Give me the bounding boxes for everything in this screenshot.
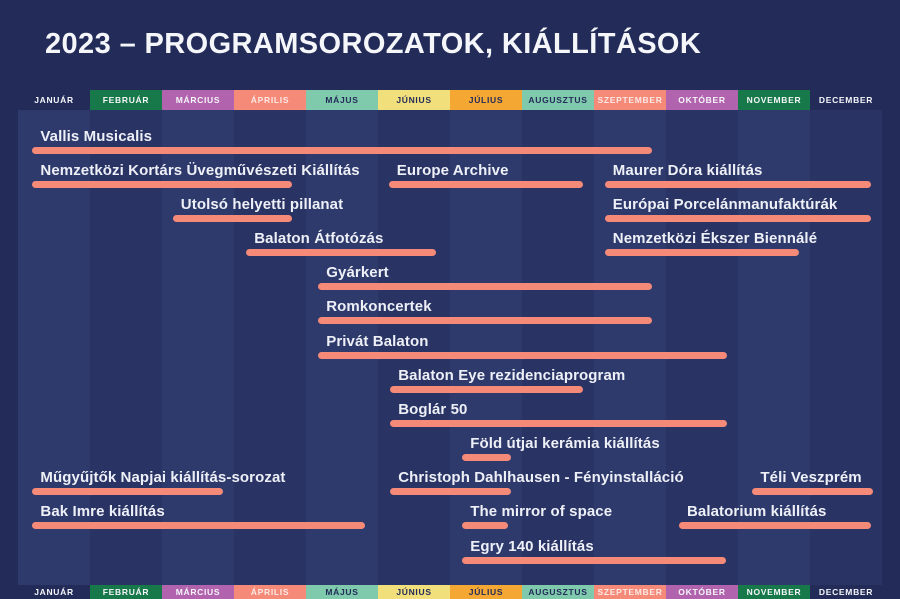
event-bar-vallis-musicalis <box>32 147 651 154</box>
event-bar-balaton-atfotozas <box>246 249 435 256</box>
event-bar-balatorium-kiallitas <box>679 522 871 529</box>
month-cell-december: DECEMBER <box>818 95 874 105</box>
event-label-europai-porcelanmanufakturak: Európai Porcelánmanufaktúrák <box>612 195 838 213</box>
event-label-mugyujtok-napjai-kiallitas-sorozat: Műgyűjtők Napjai kiállítás-sorozat <box>40 469 286 487</box>
month-cell-februar: FEBRUÁR <box>90 90 162 110</box>
event-bar-europe-archive <box>389 181 583 188</box>
month-cell-marcius: MÁRCIUS <box>162 585 234 599</box>
event-bar-romkoncertek <box>318 317 651 324</box>
page-title: 2023 – PROGRAMSOROZATOK, KIÁLLÍTÁSOK <box>45 28 702 60</box>
event-bar-egry-140-kiallitas <box>462 557 726 564</box>
event-bar-privat-balaton <box>318 352 727 359</box>
event-label-egry-140-kiallitas: Egry 140 kiállítás <box>470 537 594 555</box>
event-label-boglar-50: Boglár 50 <box>398 400 468 418</box>
month-cell-szeptember: SZEPTEMBER <box>594 585 666 599</box>
event-bar-utolso-helyetti-pillanat <box>173 215 292 222</box>
gantt-chart <box>0 110 900 585</box>
event-label-gyarkert: Gyárkert <box>326 264 389 282</box>
month-cell-junius: JÚNIUS <box>378 90 450 110</box>
month-cell-majus: MÁJUS <box>306 90 378 110</box>
month-axis-bottom <box>0 585 900 599</box>
month-cell-aprilis: ÁPRILIS <box>234 90 306 110</box>
event-bar-bak-imre-kiallitas <box>32 522 365 529</box>
event-label-teli-veszprem: Téli Veszprém <box>760 469 862 487</box>
month-cell-januar: JANUÁR <box>34 587 74 597</box>
month-cell-majus: MÁJUS <box>306 585 378 599</box>
month-cell-november: NOVEMBER <box>738 585 810 599</box>
event-bar-balaton-eye-rezidenciaprogram <box>390 386 583 393</box>
event-label-fold-utjai-keramia-kiallitas: Föld útjai kerámia kiállítás <box>470 435 660 453</box>
event-bar-boglar-50 <box>390 420 727 427</box>
event-bar-mugyujtok-napjai-kiallitas-sorozat <box>32 488 223 495</box>
month-cell-februar: FEBRUÁR <box>90 585 162 599</box>
month-cell-oktober: OKTÓBER <box>666 585 738 599</box>
month-axis-top <box>0 90 900 110</box>
event-bar-fold-utjai-keramia-kiallitas <box>462 454 511 461</box>
event-label-christoph-dahlhausen-fenyinstallacio: Christoph Dahlhausen - Fényinstalláció <box>398 469 684 487</box>
event-bar-gyarkert <box>318 283 651 290</box>
event-label-balaton-eye-rezidenciaprogram: Balaton Eye rezidenciaprogram <box>398 366 626 384</box>
event-label-privat-balaton: Privát Balaton <box>326 332 429 350</box>
event-bar-nemzetkozi-kortars-uvegmuveszeti-kiallitas <box>32 181 291 188</box>
event-bar-the-mirror-of-space <box>462 522 507 529</box>
month-cell-julius: JÚLIUS <box>450 585 522 599</box>
month-cell-marcius: MÁRCIUS <box>162 90 234 110</box>
month-cell-december: DECEMBER <box>818 587 874 597</box>
event-label-bak-imre-kiallitas: Bak Imre kiállítás <box>40 503 165 521</box>
month-cell-augusztus: AUGUSZTUS <box>522 585 594 599</box>
event-label-utolso-helyetti-pillanat: Utolsó helyetti pillanat <box>180 195 344 213</box>
month-cell-augusztus: AUGUSZTUS <box>522 90 594 110</box>
month-cell-januar: JANUÁR <box>34 95 74 105</box>
event-label-balaton-atfotozas: Balaton Átfotózás <box>254 230 384 247</box>
event-bar-christoph-dahlhausen-fenyinstallacio <box>390 488 511 495</box>
month-cell-junius: JÚNIUS <box>378 585 450 599</box>
month-cell-aprilis: ÁPRILIS <box>234 585 306 599</box>
month-cell-szeptember: SZEPTEMBER <box>594 90 666 110</box>
event-bar-teli-veszprem <box>752 488 872 495</box>
month-cell-november: NOVEMBER <box>738 90 810 110</box>
event-bar-nemzetkozi-ekszer-biennale <box>605 249 799 256</box>
event-label-nemzetkozi-kortars-uvegmuveszeti-kiallitas: Nemzetközi Kortárs Üvegművészeti Kiállítás <box>40 161 360 179</box>
event-label-maurer-dora-kiallitas: Maurer Dóra kiállítás <box>612 161 763 179</box>
event-label-the-mirror-of-space: The mirror of space <box>470 503 613 521</box>
event-label-nemzetkozi-ekszer-biennale: Nemzetközi Ékszer Biennálé <box>612 230 818 247</box>
event-bar-europai-porcelanmanufakturak <box>605 215 871 222</box>
month-cell-julius: JÚLIUS <box>450 90 522 110</box>
event-label-vallis-musicalis: Vallis Musicalis <box>40 127 153 145</box>
month-cell-oktober: OKTÓBER <box>666 90 738 110</box>
event-bar-maurer-dora-kiallitas <box>605 181 871 188</box>
event-label-romkoncertek: Romkoncertek <box>326 298 432 316</box>
event-label-balatorium-kiallitas: Balatorium kiállítás <box>686 503 827 521</box>
event-label-europe-archive: Europe Archive <box>396 161 509 179</box>
